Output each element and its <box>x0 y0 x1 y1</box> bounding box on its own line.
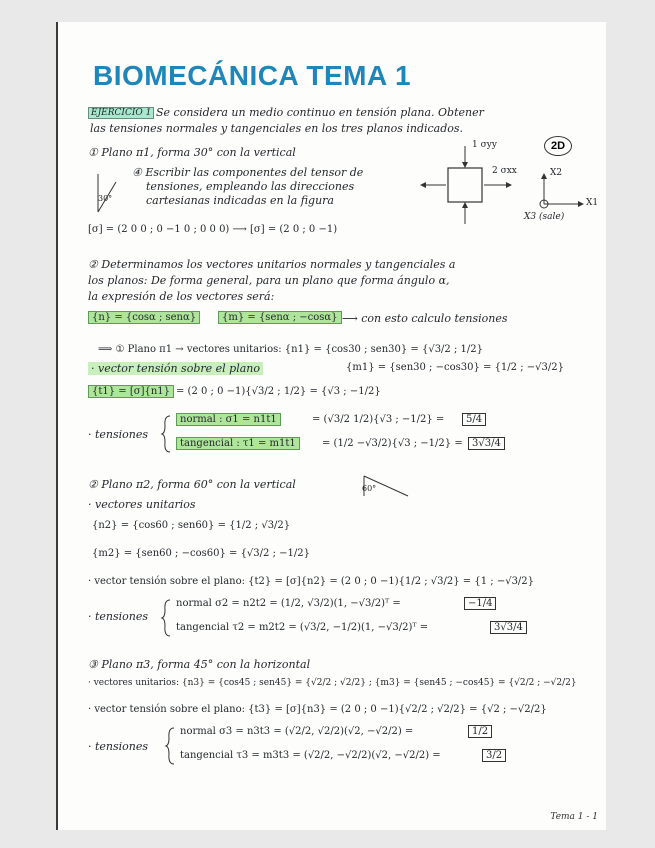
traction-label-box <box>88 362 263 375</box>
notebook-page <box>56 22 606 830</box>
part1-note-1: ④ Escribir las componentes del tensor de <box>132 166 364 179</box>
normal-3-result: 1/2 <box>468 725 492 738</box>
n-general-formula: {n} = {cosα ; senα} <box>88 311 200 324</box>
exercise-label <box>88 105 154 118</box>
traction-formula: {t1} = [σ]{n1} <box>88 385 174 398</box>
normal-2-result: −1/4 <box>464 597 496 610</box>
tang-1-result-wrap <box>468 438 505 449</box>
tensiones-label-2: · tensiones <box>88 610 149 623</box>
part3-traction: · vector tensión sobre el plano: {t3} = [σ]{n3} = (2 0 ; 0 −1){√2/2 ; √2/2} = {√2 ; −√2/2} <box>88 704 547 715</box>
normal-1-formula: normal : σ1 = n1t1 <box>176 413 281 426</box>
axis-x1-label: X1 <box>586 198 599 208</box>
n2-vector: {n2} = {cos60 ; sen60} = {1/2 ; √3/2} <box>92 520 291 531</box>
exercise-intro-1: Se considera un medio continuo en tensión plana. Obtener <box>156 106 484 119</box>
tang-2-result-wrap <box>490 622 527 633</box>
traction-label: · vector tensión sobre el plano <box>88 362 263 375</box>
normal-1-result-wrap <box>462 414 486 425</box>
m2-vector: {m2} = {sen60 ; −cos60} = {√3/2 ; −1/2} <box>92 548 310 559</box>
plane1-vectors: ⟹ ① Plano π1 → vectores unitarios: {n1} = {cos30 ; sen30} = {√3/2 ; 1/2} <box>98 344 483 355</box>
n-general-box <box>88 312 200 323</box>
part1-heading: ① Plano π1, forma 30° con la vertical <box>88 146 296 159</box>
stress-element-diagram <box>418 138 528 228</box>
page-footer: Tema 1 - 1 <box>550 812 598 822</box>
tang-2-result: 3√3/4 <box>490 621 527 634</box>
part3-heading: ③ Plano π3, forma 45° con la horizontal <box>88 658 311 671</box>
normal-3-result-wrap <box>468 726 492 737</box>
axis-x2-label: X2 <box>550 168 563 178</box>
part1-note-2: tensiones, empleando las direcciones <box>146 180 355 193</box>
tang-1-result: 3√3/4 <box>468 437 505 450</box>
m-general-formula: {m} = {senα ; −cosα} <box>218 311 342 324</box>
brace-1 <box>162 414 172 454</box>
sigma-yy-label: 1 σyy <box>472 140 497 150</box>
part2-heading: ② Plano π2, forma 60° con la vertical <box>88 478 296 491</box>
unit-vectors-text-3: la expresión de los vectores será: <box>88 290 275 303</box>
tang-1-value: = (1/2 −√3/2){√3 ; −1/2} = <box>322 438 463 449</box>
part2-vectors-label: · vectores unitarios <box>88 498 196 511</box>
brace-3 <box>166 726 176 766</box>
tang-3: tangencial τ3 = m3t3 = (√2/2, −√2/2)(√2, −√2/2) = <box>180 750 441 761</box>
tensor-equation: [σ] = (2 0 0 ; 0 −1 0 ; 0 0 0) ⟶ [σ] = (2 0 ; 0 −1) <box>88 224 338 235</box>
badge-2d: 2D <box>544 136 572 156</box>
normal-2: normal σ2 = n2t2 = (1/2, √3/2)(1, −√3/2)ᵀ = <box>176 598 401 609</box>
normal-1-box <box>176 414 281 425</box>
normal-1-value: = (√3/2 1/2){√3 ; −1/2} = <box>312 414 445 425</box>
normal-2-result-wrap <box>464 598 496 609</box>
part2-traction: · vector tensión sobre el plano: {t2} = [σ]{n2} = (2 0 ; 0 −1){1/2 ; √3/2} = {1 ; −√3/2} <box>88 576 535 587</box>
part3-vectors: · vectores unitarios: {n3} = {cos45 ; sen45} = {√2/2 ; √2/2} ; {m3} = {sen45 ; −cos45} = {√2/2 ; −√2/2} <box>88 678 577 688</box>
brace-2 <box>162 598 172 638</box>
tang-1-box <box>176 438 300 449</box>
m-general-box <box>218 312 342 323</box>
traction-eq-box <box>88 386 174 397</box>
tang-3-result-wrap <box>482 750 506 761</box>
page-title: BIOMECÁNICA TEMA 1 <box>93 60 412 91</box>
tang-3-result: 3/2 <box>482 749 506 762</box>
angle-60-label: 60° <box>362 484 377 493</box>
tang-2: tangencial τ2 = m2t2 = (√3/2, −1/2)(1, −√3/2)ᵀ = <box>176 622 429 633</box>
unit-vectors-text-2: los planos: De forma general, para un plano que forma ángulo α, <box>88 274 450 287</box>
tensiones-label-1: · tensiones <box>88 428 149 441</box>
unit-vectors-text-1: ② Determinamos los vectores unitarios normales y tangenciales a <box>88 258 456 271</box>
normal-3: normal σ3 = n3t3 = (√2/2, √2/2)(√2, −√2/2) = <box>180 726 414 737</box>
exercise-intro-2: las tensiones normales y tangenciales en los tres planos indicados. <box>90 122 464 135</box>
axis-x3-label: X3 (sale) <box>524 212 565 222</box>
tensiones-label-3: · tensiones <box>88 740 149 753</box>
part1-note-3: cartesianas indicadas en la figura <box>146 194 334 207</box>
normal-1-result: 5/4 <box>462 413 486 426</box>
tang-1-formula: tangencial : τ1 = m1t1 <box>176 437 300 450</box>
exercise-badge: EJERCICIO 1 <box>88 107 154 119</box>
angle-30-label: 30° <box>98 194 113 203</box>
n-general-note: ⟶ con esto calculo tensiones <box>342 312 508 325</box>
sigma-xx-label: 2 σxx <box>492 166 517 176</box>
m1-vector: {m1} = {sen30 ; −cos30} = {1/2 ; −√3/2} <box>346 362 564 373</box>
traction-value: = (2 0 ; 0 −1){√3/2 ; 1/2} = {√3 ; −1/2} <box>176 386 381 397</box>
